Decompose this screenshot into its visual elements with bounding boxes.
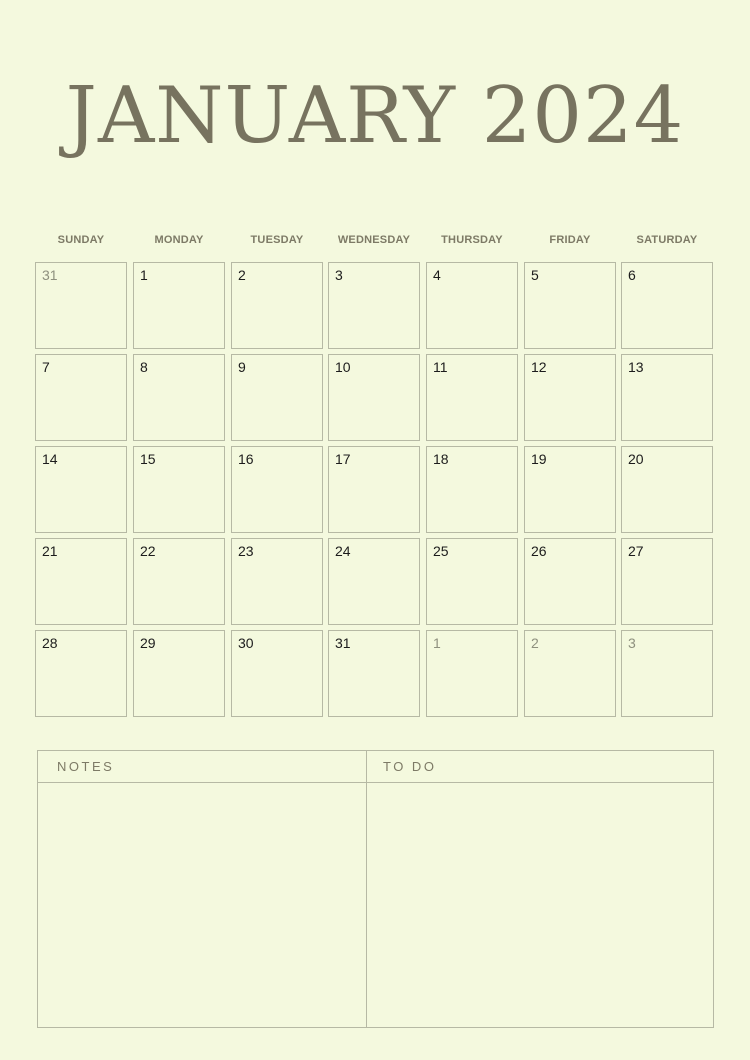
day-cell[interactable] — [426, 262, 518, 349]
day-number: 3 — [335, 267, 343, 283]
day-cell[interactable] — [426, 630, 518, 717]
day-number: 26 — [531, 543, 547, 559]
weekday-monday: MONDAY — [154, 234, 204, 246]
day-number: 27 — [628, 543, 644, 559]
day-number: 8 — [140, 359, 148, 375]
day-cell[interactable] — [133, 262, 225, 349]
day-cell[interactable] — [524, 354, 616, 441]
day-number: 22 — [140, 543, 156, 559]
day-number: 2 — [531, 635, 539, 651]
day-number: 23 — [238, 543, 254, 559]
day-cell[interactable] — [621, 538, 713, 625]
weekday-tuesday: TUESDAY — [250, 234, 304, 246]
weekday-saturday: SATURDAY — [636, 234, 698, 246]
day-number: 28 — [42, 635, 58, 651]
todo-area[interactable] — [367, 783, 713, 1027]
day-number: 5 — [531, 267, 539, 283]
day-cell[interactable] — [621, 446, 713, 533]
day-number: 11 — [433, 359, 448, 375]
day-number: 10 — [335, 359, 351, 375]
day-cell[interactable] — [621, 630, 713, 717]
day-cell[interactable] — [621, 354, 713, 441]
weekday-friday: FRIDAY — [549, 234, 591, 246]
day-number: 31 — [42, 267, 58, 283]
day-number: 31 — [335, 635, 351, 651]
day-number: 4 — [433, 267, 441, 283]
day-number: 9 — [238, 359, 246, 375]
day-cell[interactable] — [524, 446, 616, 533]
day-cell[interactable] — [35, 262, 127, 349]
day-number: 18 — [433, 451, 449, 467]
notes-area[interactable] — [38, 783, 366, 1027]
day-cell[interactable] — [328, 538, 420, 625]
day-cell[interactable] — [524, 538, 616, 625]
day-cell[interactable] — [133, 354, 225, 441]
day-number: 1 — [140, 267, 148, 283]
day-cell[interactable] — [328, 262, 420, 349]
weekday-wednesday: WEDNESDAY — [337, 234, 411, 246]
day-number: 15 — [140, 451, 156, 467]
day-number: 13 — [628, 359, 644, 375]
day-cell[interactable] — [621, 262, 713, 349]
day-cell[interactable] — [133, 446, 225, 533]
day-cell[interactable] — [231, 630, 323, 717]
notes-todo-panel — [37, 750, 714, 1028]
todo-heading: TO DO — [383, 759, 437, 774]
day-cell[interactable] — [524, 630, 616, 717]
day-cell[interactable] — [35, 354, 127, 441]
day-number: 6 — [628, 267, 636, 283]
day-number: 19 — [531, 451, 547, 467]
weekday-sunday: SUNDAY — [57, 234, 105, 246]
weekday-thursday: THURSDAY — [441, 234, 503, 246]
day-number: 3 — [628, 635, 636, 651]
day-cell[interactable] — [35, 630, 127, 717]
day-number: 14 — [42, 451, 58, 467]
day-cell[interactable] — [231, 446, 323, 533]
day-cell[interactable] — [426, 446, 518, 533]
day-number: 24 — [335, 543, 351, 559]
day-number: 21 — [42, 543, 58, 559]
day-number: 2 — [238, 267, 246, 283]
day-cell[interactable] — [133, 538, 225, 625]
day-number: 12 — [531, 359, 547, 375]
day-number: 29 — [140, 635, 156, 651]
notes-heading: NOTES — [57, 759, 115, 774]
day-cell[interactable] — [231, 354, 323, 441]
day-cell[interactable] — [328, 354, 420, 441]
day-cell[interactable] — [524, 262, 616, 349]
day-cell[interactable] — [426, 538, 518, 625]
day-cell[interactable] — [35, 446, 127, 533]
day-number: 17 — [335, 451, 351, 467]
day-number: 16 — [238, 451, 254, 467]
page-title: JANUARY 2024 — [65, 71, 685, 161]
day-number: 7 — [42, 359, 50, 375]
weekday-header-row — [35, 234, 716, 248]
day-cell[interactable] — [35, 538, 127, 625]
day-cell[interactable] — [426, 354, 518, 441]
day-number: 1 — [433, 635, 441, 651]
day-number: 25 — [433, 543, 449, 559]
day-cell[interactable] — [133, 630, 225, 717]
day-cell[interactable] — [328, 446, 420, 533]
day-cell[interactable] — [328, 630, 420, 717]
day-number: 20 — [628, 451, 644, 467]
day-cell[interactable] — [231, 262, 323, 349]
day-number: 30 — [238, 635, 254, 651]
day-cell[interactable] — [231, 538, 323, 625]
